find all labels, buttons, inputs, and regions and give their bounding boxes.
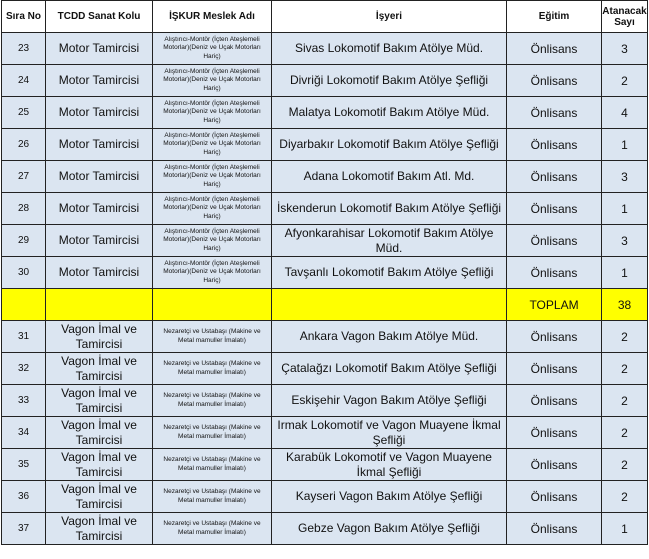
- cell-isyeri: Gebze Vagon Bakım Atölye Şefliği: [272, 513, 507, 545]
- cell-sanat-kolu: Vagon İmal ve Tamircisi: [46, 481, 153, 513]
- table-row: [2, 65, 648, 97]
- cell-sanat-kolu: Vagon İmal ve Tamircisi: [46, 513, 153, 545]
- cell-isyeri: Afyonkarahisar Lokomotif Bakım Atölye Müd.: [272, 225, 507, 257]
- table-row: [2, 97, 648, 129]
- cell-atanacak-sayi: 3: [602, 33, 648, 65]
- table-row: [2, 33, 648, 65]
- cell-meslek-adi: Nezaretçi ve Ustabaşı (Makine ve Metal mamuller İmalatı): [153, 385, 272, 417]
- cell-atanacak-sayi: 1: [602, 193, 648, 225]
- cell-egitim: Önlisans: [507, 321, 602, 353]
- table-row: [2, 417, 648, 449]
- cell-sanat-kolu: Motor Tamircisi: [46, 193, 153, 225]
- table-row: [2, 129, 648, 161]
- table-row: [2, 225, 648, 257]
- table-row: [2, 161, 648, 193]
- cell-sira-no: 27: [2, 161, 46, 193]
- cell-egitim: Önlisans: [507, 257, 602, 289]
- cell-sira-no: 35: [2, 449, 46, 481]
- cell-egitim: Önlisans: [507, 385, 602, 417]
- table-body: [2, 33, 648, 545]
- cell-atanacak-sayi: 1: [602, 129, 648, 161]
- cell-sanat-kolu: Vagon İmal ve Tamircisi: [46, 353, 153, 385]
- total-label: TOPLAM: [507, 289, 602, 321]
- cell-meslek-adi: Alıştırıcı-Montör (İçten Ateşlemeli Motorlar)(Deniz ve Uçak Motorları Hariç): [153, 33, 272, 65]
- cell-atanacak-sayi: 3: [602, 225, 648, 257]
- cell-atanacak-sayi: 1: [602, 513, 648, 545]
- cell-meslek-adi: Alıştırıcı-Montör (İçten Ateşlemeli Motorlar)(Deniz ve Uçak Motorları Hariç): [153, 257, 272, 289]
- cell-isyeri: Sivas Lokomotif Bakım Atölye Müd.: [272, 33, 507, 65]
- cell-sira-no: 29: [2, 225, 46, 257]
- staff-allocation-table: [1, 0, 648, 545]
- cell-meslek-adi: Alıştırıcı-Montör (İçten Ateşlemeli Motorlar)(Deniz ve Uçak Motorları Hariç): [153, 161, 272, 193]
- cell-isyeri: İskenderun Lokomotif Bakım Atölye Şefliği: [272, 193, 507, 225]
- cell-meslek-adi: Nezaretçi ve Ustabaşı (Makine ve Metal mamuller İmalatı): [153, 449, 272, 481]
- total-empty-cell: [272, 289, 507, 321]
- cell-sira-no: 25: [2, 97, 46, 129]
- table-row: [2, 193, 648, 225]
- table-row: [2, 481, 648, 513]
- total-value: 38: [602, 289, 648, 321]
- cell-sanat-kolu: Motor Tamircisi: [46, 33, 153, 65]
- cell-sanat-kolu: Vagon İmal ve Tamircisi: [46, 385, 153, 417]
- cell-atanacak-sayi: 1: [602, 257, 648, 289]
- cell-sanat-kolu: Motor Tamircisi: [46, 161, 153, 193]
- cell-sira-no: 28: [2, 193, 46, 225]
- cell-egitim: Önlisans: [507, 33, 602, 65]
- cell-meslek-adi: Nezaretçi ve Ustabaşı (Makine ve Metal mamuller İmalatı): [153, 513, 272, 545]
- cell-egitim: Önlisans: [507, 225, 602, 257]
- header-meslek-adi: İŞKUR Meslek Adı: [153, 1, 272, 33]
- cell-sira-no: 34: [2, 417, 46, 449]
- cell-sanat-kolu: Vagon İmal ve Tamircisi: [46, 417, 153, 449]
- cell-sira-no: 36: [2, 481, 46, 513]
- cell-egitim: Önlisans: [507, 161, 602, 193]
- cell-sanat-kolu: Motor Tamircisi: [46, 129, 153, 161]
- cell-isyeri: Eskişehir Vagon Bakım Atölye Şefliği: [272, 385, 507, 417]
- cell-atanacak-sayi: 2: [602, 65, 648, 97]
- table-row: [2, 449, 648, 481]
- cell-meslek-adi: Alıştırıcı-Montör (İçten Ateşlemeli Motorlar)(Deniz ve Uçak Motorları Hariç): [153, 193, 272, 225]
- cell-sanat-kolu: Vagon İmal ve Tamircisi: [46, 321, 153, 353]
- cell-sira-no: 32: [2, 353, 46, 385]
- header-sanat-kolu: TCDD Sanat Kolu: [46, 1, 153, 33]
- cell-meslek-adi: Alıştırıcı-Montör (İçten Ateşlemeli Motorlar)(Deniz ve Uçak Motorları Hariç): [153, 129, 272, 161]
- cell-isyeri: Malatya Lokomotif Bakım Atölye Müd.: [272, 97, 507, 129]
- cell-isyeri: Çatalağzı Lokomotif Bakım Atölye Şefliği: [272, 353, 507, 385]
- cell-isyeri: Divriği Lokomotif Bakım Atölye Şefliği: [272, 65, 507, 97]
- header-row: [2, 1, 648, 33]
- header-egitim: Eğitim: [507, 1, 602, 33]
- total-empty-cell: [153, 289, 272, 321]
- cell-atanacak-sayi: 2: [602, 321, 648, 353]
- cell-sanat-kolu: Motor Tamircisi: [46, 225, 153, 257]
- cell-egitim: Önlisans: [507, 193, 602, 225]
- cell-sira-no: 24: [2, 65, 46, 97]
- cell-sira-no: 30: [2, 257, 46, 289]
- cell-sira-no: 33: [2, 385, 46, 417]
- cell-isyeri: Tavşanlı Lokomotif Bakım Atölye Şefliği: [272, 257, 507, 289]
- cell-atanacak-sayi: 3: [602, 161, 648, 193]
- cell-egitim: Önlisans: [507, 97, 602, 129]
- cell-atanacak-sayi: 2: [602, 481, 648, 513]
- table-row: [2, 257, 648, 289]
- cell-meslek-adi: Alıştırıcı-Montör (İçten Ateşlemeli Motorlar)(Deniz ve Uçak Motorları Hariç): [153, 65, 272, 97]
- cell-sanat-kolu: Motor Tamircisi: [46, 97, 153, 129]
- cell-meslek-adi: Alıştırıcı-Montör (İçten Ateşlemeli Motorlar)(Deniz ve Uçak Motorları Hariç): [153, 97, 272, 129]
- table-row: [2, 353, 648, 385]
- cell-sira-no: 26: [2, 129, 46, 161]
- cell-isyeri: Karabük Lokomotif ve Vagon Muayene İkmal Şefliği: [272, 449, 507, 481]
- cell-egitim: Önlisans: [507, 481, 602, 513]
- cell-meslek-adi: Nezaretçi ve Ustabaşı (Makine ve Metal mamuller İmalatı): [153, 417, 272, 449]
- cell-isyeri: Irmak Lokomotif ve Vagon Muayene İkmal Şefliği: [272, 417, 507, 449]
- cell-sira-no: 31: [2, 321, 46, 353]
- header-sira-no: Sıra No: [2, 1, 46, 33]
- total-row: [2, 289, 648, 321]
- cell-meslek-adi: Nezaretçi ve Ustabaşı (Makine ve Metal mamuller İmalatı): [153, 321, 272, 353]
- cell-atanacak-sayi: 4: [602, 97, 648, 129]
- cell-meslek-adi: Nezaretçi ve Ustabaşı (Makine ve Metal mamuller İmalatı): [153, 481, 272, 513]
- cell-sira-no: 37: [2, 513, 46, 545]
- cell-sira-no: 23: [2, 33, 46, 65]
- cell-egitim: Önlisans: [507, 513, 602, 545]
- cell-egitim: Önlisans: [507, 129, 602, 161]
- cell-egitim: Önlisans: [507, 449, 602, 481]
- table-row: [2, 385, 648, 417]
- table-row: [2, 513, 648, 545]
- header-isyeri: İşyeri: [272, 1, 507, 33]
- cell-isyeri: Kayseri Vagon Bakım Atölye Şefliği: [272, 481, 507, 513]
- cell-egitim: Önlisans: [507, 417, 602, 449]
- cell-isyeri: Ankara Vagon Bakım Atölye Müd.: [272, 321, 507, 353]
- cell-sanat-kolu: Vagon İmal ve Tamircisi: [46, 449, 153, 481]
- header-atanacak-sayi: Atanacak Sayı: [602, 1, 648, 33]
- total-empty-cell: [2, 289, 46, 321]
- table-row: [2, 321, 648, 353]
- cell-atanacak-sayi: 2: [602, 449, 648, 481]
- cell-egitim: Önlisans: [507, 65, 602, 97]
- cell-atanacak-sayi: 2: [602, 353, 648, 385]
- cell-sanat-kolu: Motor Tamircisi: [46, 257, 153, 289]
- cell-atanacak-sayi: 2: [602, 385, 648, 417]
- total-empty-cell: [46, 289, 153, 321]
- cell-meslek-adi: Alıştırıcı-Montör (İçten Ateşlemeli Motorlar)(Deniz ve Uçak Motorları Hariç): [153, 225, 272, 257]
- cell-egitim: Önlisans: [507, 353, 602, 385]
- cell-atanacak-sayi: 2: [602, 417, 648, 449]
- cell-sanat-kolu: Motor Tamircisi: [46, 65, 153, 97]
- cell-isyeri: Diyarbakır Lokomotif Bakım Atölye Şefliği: [272, 129, 507, 161]
- cell-isyeri: Adana Lokomotif Bakım Atl. Md.: [272, 161, 507, 193]
- cell-meslek-adi: Nezaretçi ve Ustabaşı (Makine ve Metal mamuller İmalatı): [153, 353, 272, 385]
